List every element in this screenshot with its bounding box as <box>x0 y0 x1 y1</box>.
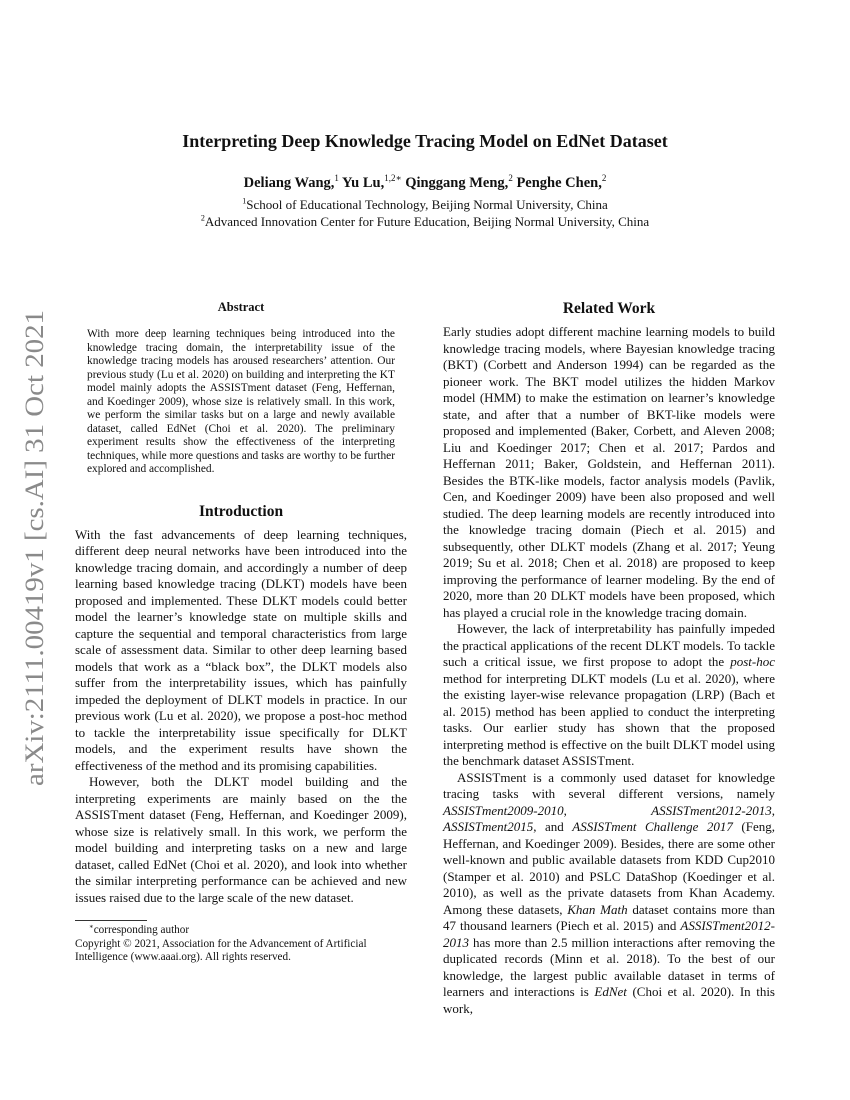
emphasis-run: ASSISTment2012-2013 <box>443 918 775 950</box>
emphasis-run: post-hoc <box>730 654 775 669</box>
text-run: , and <box>533 819 573 834</box>
footnote-divider <box>75 920 147 921</box>
affiliation-marker: 1 <box>242 196 247 206</box>
footnote-corresponding <box>75 924 407 938</box>
author-affil-marker: 2 <box>601 173 607 184</box>
copyright-line: Copyright © 2021, Association for the Advancement of Artificial <box>75 937 367 950</box>
author-list <box>75 175 775 192</box>
emphasis-run: ASSISTment Challenge 2017 <box>572 819 733 834</box>
paper-title: Interpreting Deep Knowledge Tracing Model on EdNet Dataset <box>182 131 668 151</box>
emphasis-run: ASSISTment2012-2013 <box>651 802 772 818</box>
affiliation-text: Advanced Innovation Center for Future Education, Beijing Normal University, China <box>204 214 650 229</box>
text-run: (Feng, Heffernan, and Koedinger 2009). Besides, there are some other well-known and public available datasets from KDD Cup2010 (Stamper et al. 2010) and PSLC DataShop (Koedinger et al. 2010), as well as the private datasets from Khan Academy. Among these datasets, <box>443 819 775 917</box>
footnote-text: corresponding author <box>93 924 190 936</box>
author-name: Qinggang Meng, <box>405 175 509 191</box>
text-run: , <box>771 802 775 818</box>
affiliation-1 <box>75 197 775 213</box>
author-affil-marker: 1,2∗ <box>384 173 402 184</box>
author-name: Penghe Chen, <box>516 175 602 191</box>
introduction-paragraph-2: However, both the DLKT model building and the interpreting experiments are mainly based on the the ASSISTment dataset (Feng, Heffernan, and Koedinger 2009), whose size is relatively small. In this work, we perform the model building and interpreting tasks on a new and large dataset, called EdNet (Choi et al. 2020), and look into whether the similar interpreting performance can be achieved and new issues raised due to the large scale of the new dataset. <box>75 774 407 905</box>
affiliation-2 <box>75 214 775 230</box>
author-affil-marker: 2 <box>508 173 513 184</box>
introduction-heading: Introduction <box>198 502 284 520</box>
footnote-marker: ∗ <box>89 922 94 931</box>
affiliation-text: School of Educational Technology, Beijing Normal University, China <box>246 197 608 212</box>
related-work-paragraph-2 <box>443 621 775 770</box>
left-column <box>75 300 407 965</box>
footnote-area <box>75 920 407 965</box>
emphasis-run: EdNet <box>594 984 627 999</box>
abstract-heading: Abstract <box>217 300 265 314</box>
text-run: dataset contains more than 47 thousand learners (Piech et al. 2015) and <box>443 901 775 933</box>
text-run: has more than 2.5 million interactions after removing the duplicated records (Minn et al. 2018). To the best of our knowledge, the largest public available dataset in terms of learners and interactions is <box>443 934 775 999</box>
text-run: ASSISTment is a commonly used dataset for knowledge tracing tasks with several different versions, namely <box>443 769 775 801</box>
author-name: Yu Lu, <box>342 175 385 191</box>
arxiv-watermark-text: arXiv:2111.00419v1 [cs.AI] 31 Oct 2021 <box>20 357 49 786</box>
related-work-paragraph-1: Early studies adopt different machine learning models to build knowledge tracing models, where Bayesian knowledge tracing (BKT) (Corbett and Anderson 1994) can be regarded as the pioneer work. The BKT model utilizes the hidden Markov model (HMM) to make the estimation on learner’s knowledge state, and after that a number of BKT-like models were proposed and implemented (Baker, Corbett, and Aleven 2008; Liu and Koedinger 2017; Chen et al. 2017; Pardos and Heffernan 2011; Baker, Goldstein, and Heffernan 2011). Besides the BTK-like models, factor analysis models (Pavlik, Cen, and Koedinger 2009) have been also proposed and well studied. The deep learning models are recently introduced into the knowledge tracing domain (Piech et al. 2015) and subsequently, other DLKT models (Zhang et al. 2017; Yeung 2019; Su et al. 2018; Chen et al. 2018) are proposed to keep improving the performance of learner modeling. By the end of 2020, more than 20 DLKT models have been proposed, which has played a crucial role in the knowledge tracing domain. <box>443 324 775 620</box>
copyright-line: Intelligence (www.aaai.org). All rights reserved. <box>75 951 291 963</box>
affiliation-marker: 2 <box>200 213 205 223</box>
introduction-paragraph-1: With the fast advancements of deep learning techniques, different deep neural networks have been introduced into the knowledge tracing domain, and accordingly a number of deep learning based knowledge tracing (DLKT) models have been proposed and implemented. These DLKT models could better model the learner’s knowledge state on multiple skills and capture the sequential and temporal characteristics from large scale of assessment data. Similar to other deep learning based models that work as a “black box”, the DLKT models also suffer from the interpretability issues, which has painfully impeded the deployment of DLKT models in practice. In our previous work (Lu et al. 2020), we propose a post-hoc method to tackle the interpretability issue specifically for DLKT models, and the experiment results have shown the effectiveness of the method and its promising capabilities. <box>75 526 407 773</box>
author-affil-marker: 1 <box>334 173 339 184</box>
related-work-heading: Related Work <box>562 300 656 317</box>
related-work-paragraph-3 <box>443 770 775 1018</box>
text-run: (Choi et al. 2020). In this work, <box>443 984 775 1016</box>
emphasis-run: Khan Math <box>567 901 628 917</box>
author-name: Deliang Wang, <box>243 175 335 191</box>
emphasis-run: ASSISTment2009-2010 <box>443 802 564 818</box>
right-column <box>443 300 775 1017</box>
arxiv-watermark <box>10 308 50 788</box>
text-run: , <box>563 802 652 818</box>
text-run: method for interpreting DLKT models (Lu et al. 2020), where the existing layer-wise relevance propagation (LRP) (Bach et al. 2015) method has been applied to conduct the interpreting tasks. Our earlier study has shown that the proposed interpreting method is effective on the built DLKT model using the benchmark dataset ASSISTment. <box>443 670 775 768</box>
text-run: However, the lack of interpretability has painfully impeded the practical applications of the recent DLKT models. To tackle such a critical issue, we first propose to adopt the <box>443 621 775 669</box>
abstract-text: With more deep learning techniques being introduced into the knowledge tracing domain, the interpretability issue of the knowledge tracing models has aroused researchers’ attention. Our previous study (Lu et al. 2020) on building and interpreting the KT model mainly adopts the ASSISTment dataset (Feng, Heffernan, and Koedinger 2009), whose size is relatively small. In this work, we perform the similar tasks but on a large and newly available dataset, called EdNet (Choi et al. 2020). The preliminary experiment results show the effectiveness of the interpreting techniques, while more questions and tasks are worthy to be further explored and accomplished. <box>87 328 395 475</box>
emphasis-run: ASSISTment2015 <box>443 819 534 834</box>
